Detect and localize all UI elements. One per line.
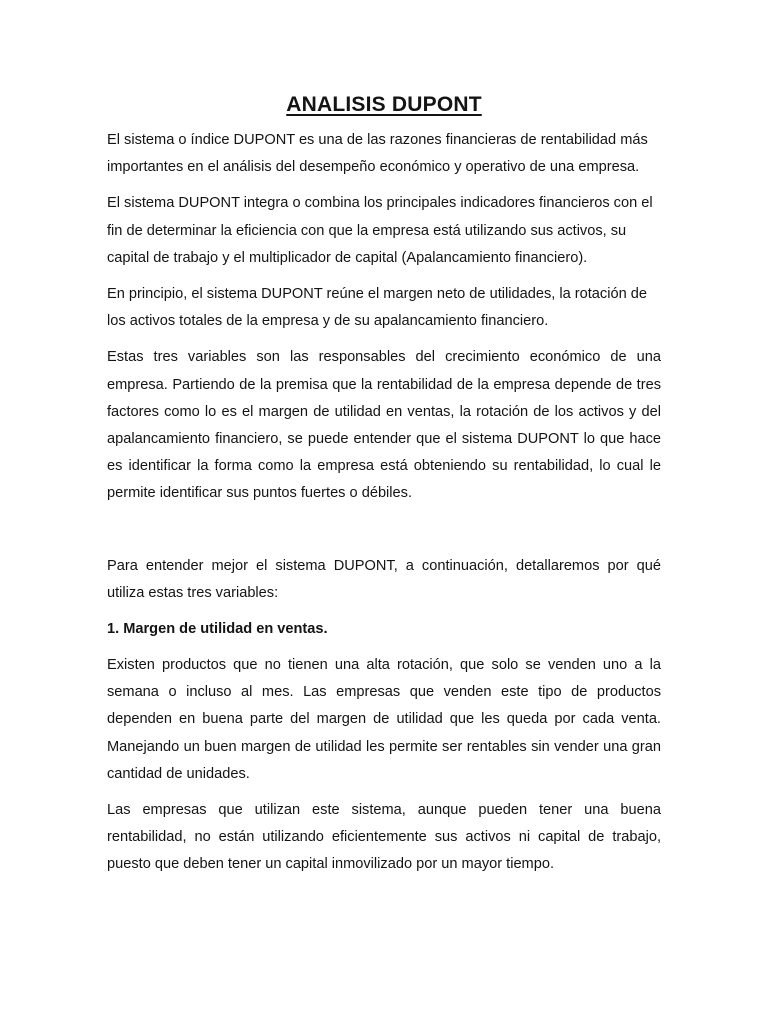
paragraph-intro-2: El sistema DUPONT integra o combina los principales indicadores financieros con el fin de determinar la eficiencia con que la empresa está utilizando sus activos, su capital de trabajo y el multiplicador de capital (Apalancamiento financiero). (107, 195, 653, 266)
paragraph-intro-4: Estas tres variables son las responsables del crecimiento económico de una empresa. Partiendo de la premisa que la rentabilidad de la empresa depende de tres factores como lo es el margen de utilidad en ventas, la rotación de los activos y del apalancamiento financiero, se puede entender que el sistema DUPONT lo que hace es identificar la forma como la empresa está obteniendo su rentabilidad, lo cual le permite identificar sus puntos fuertes o débiles. (107, 349, 661, 502)
blank-line (107, 517, 661, 553)
paragraph-transition: Para entender mejor el sistema DUPONT, a continuación, detallaremos por qué utiliza estas tres variables: (107, 557, 661, 601)
section-1-heading: 1. Margen de utilidad en ventas. (107, 621, 328, 638)
document-title: ANALISIS DUPONT (286, 93, 482, 116)
paragraph-intro-1: El sistema o índice DUPONT es una de las razones financieras de rentabilidad más importantes en el análisis del desempeño económico y operativo de una empresa. (107, 132, 648, 176)
section-1-paragraph-1: Existen productos que no tienen una alta rotación, que solo se venden uno a la semana o incluso al mes. Las empresas que venden este tipo de productos dependen en buena parte del margen de utilidad que les queda por cada venta. Manejando un buen margen de utilidad les permite ser rentables sin vender una gran cantidad de unidades. (107, 657, 661, 782)
paragraph-intro-3: En principio, el sistema DUPONT reúne el margen neto de utilidades, la rotación de los activos totales de la empresa y de su apalancamiento financiero. (107, 286, 647, 330)
section-1-paragraph-2: Las empresas que utilizan este sistema, aunque pueden tener una buena rentabilidad, no están utilizando eficientemente sus activos ni capital de trabajo, puesto que deben tener un capital inmovilizado por un mayor tiempo. (107, 802, 661, 873)
document-page (107, 88, 661, 888)
